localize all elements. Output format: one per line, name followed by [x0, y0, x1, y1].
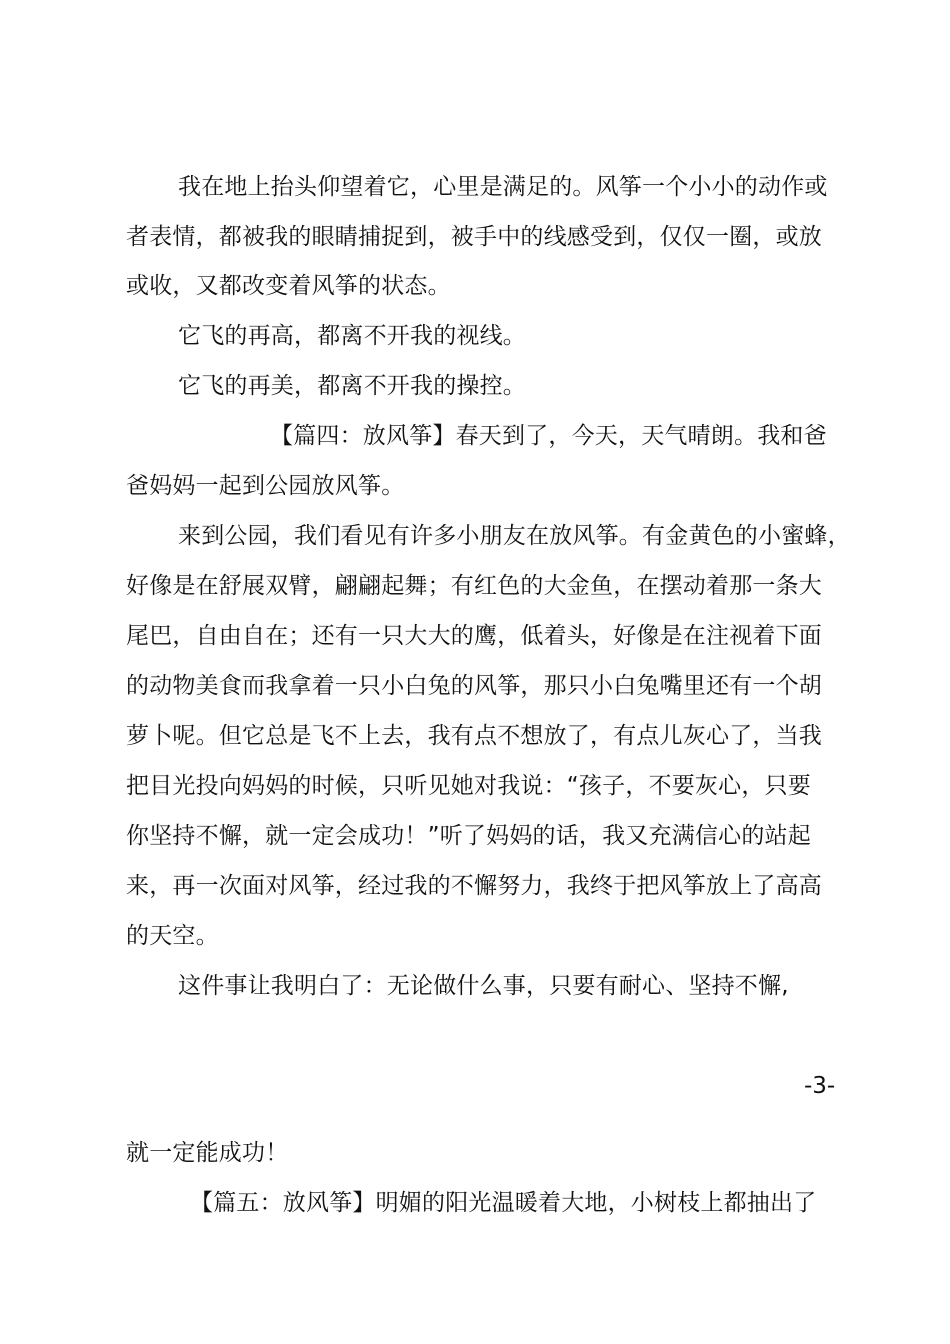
paragraph-line: 萝卜呢。但它总是飞不上去，我有点不想放了，有点儿灰心了，当我: [126, 723, 822, 749]
paragraph-line: 来，再一次面对风筝，经过我的不懈努力，我终于把风筝放上了高高: [126, 873, 822, 899]
section-heading-line: 【篇四：放风筝】春天到了，今天，天气晴朗。我和爸: [270, 423, 827, 449]
paragraph-line: 的天空。: [126, 923, 219, 949]
paragraph-line: 就一定能成功！: [126, 1140, 289, 1166]
paragraph-line: 好像是在舒展双臂，翩翩起舞；有红色的大金鱼，在摆动着那一条大: [126, 573, 822, 599]
page-number: -3-: [804, 1073, 836, 1099]
paragraph-line: 你坚持不懈，就一定会成功！”听了妈妈的话，我又充满信心的站起: [126, 823, 811, 849]
paragraph-line: 把目光投向妈妈的时候，只听见她对我说：“孩子，不要灰心，只要: [126, 773, 811, 799]
paragraph-line: 者表情，都被我的眼睛捕捉到，被手中的线感受到，仅仅一圈，或放: [126, 224, 822, 250]
paragraph-line: 爸妈妈一起到公园放风筝。: [126, 473, 405, 499]
paragraph-line: 这件事让我明白了：无论做什么事，只要有耐心、坚持不懈,: [178, 973, 789, 999]
paragraph-line: 来到公园，我们看见有许多小朋友在放风筝。有金黄色的小蜜蜂，: [178, 523, 851, 549]
paragraph-line: 我在地上抬头仰望着它，心里是满足的。风筝一个小小的动作或: [178, 174, 828, 200]
paragraph-line: 或收，又都改变着风筝的状态。: [126, 273, 451, 299]
paragraph-line: 它飞的再美，都离不开我的操控。: [178, 373, 526, 399]
section-heading-line: 【篇五：放风筝】明媚的阳光温暖着大地，小树枝上都抽出了: [190, 1190, 817, 1216]
paragraph-line: 的动物美食而我拿着一只小白兔的风筝，那只小白兔嘴里还有一个胡: [126, 673, 822, 699]
paragraph-line: 尾巴，自由自在；还有一只大大的鹰，低着头，好像是在注视着下面: [126, 623, 822, 649]
paragraph-line: 它飞的再高，都离不开我的视线。: [178, 323, 526, 349]
